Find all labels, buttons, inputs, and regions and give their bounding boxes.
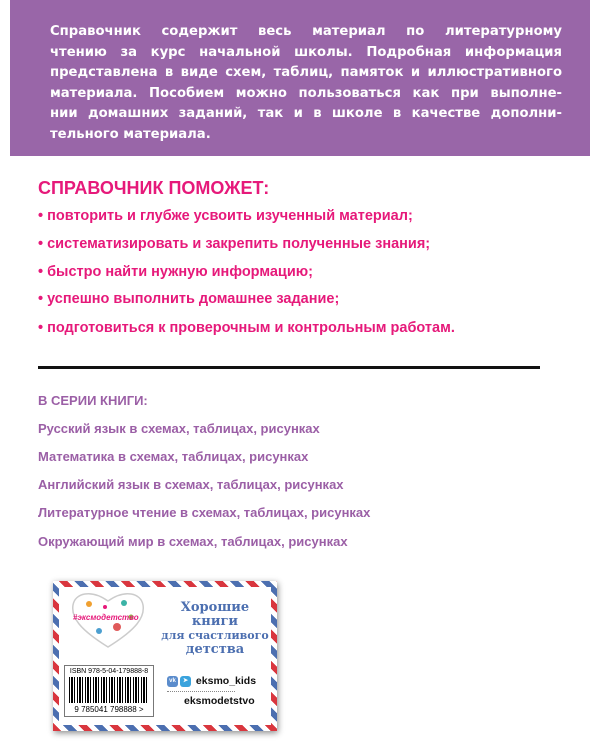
publisher-card [53,581,277,731]
barcode-number: 9 785041 798888 > [74,705,144,714]
helps-item: • быстро найти нужную информацию; [38,264,313,280]
slogan-line: книги [191,614,239,629]
description-line: материала. Пособием можно пользоваться как при выполне- [50,85,562,101]
description-line: нии домашних заданий, так и в школе в качестве дополни- [50,106,562,121]
divider [38,366,540,369]
hashtag: #эксмодетство [73,613,139,622]
series-item: Математика в схемах, таблицах, рисунках [38,449,309,464]
helps-item: • подготовиться к проверочным и контрольным работам. [38,320,455,336]
slogan-line: для счастливого [161,629,269,642]
description-line: тельного материала. [50,126,211,142]
helps-item: • успешно выполнить домашнее задание; [38,291,340,307]
series-item: Русский язык в схемах, таблицах, рисунках [38,421,320,436]
description-line: представлена в виде схем, таблиц, памяток и иллюстративного [50,65,562,80]
separator [167,691,235,692]
helps-item: • систематизировать и закрепить полученные знания; [38,236,431,252]
description-box [10,0,590,156]
slogan-line: детства [185,642,245,657]
series-heading: В СЕРИИ КНИГИ: [38,393,148,408]
description-line: чтению за курс начальной школы. Подробная информация [50,44,562,60]
description-line: Справочник содержит весь материал по литературному [50,24,562,39]
helps-item: • повторить и глубже усвоить изученный материал; [38,208,413,224]
series-item: Окружающий мир в схемах, таблицах, рисунках [38,534,348,549]
helps-heading: СПРАВОЧНИК ПОМОЖЕТ: [38,178,270,198]
slogan-line: Хорошие [180,600,250,615]
series-item: Литературное чтение в схемах, таблицах, рисунках [38,505,371,520]
isbn: ISBN 978-5-04-179888-8 [69,668,149,675]
barcode [64,665,154,717]
barcode-bars [69,677,149,703]
vk-icon: vk [167,676,178,687]
social-kids[interactable] [167,675,256,687]
telegram-icon: ➤ [180,676,191,687]
social-detstvo[interactable]: eksmodetstvo [184,695,255,707]
slogan [159,601,271,657]
social-handle: eksmo_kids [195,675,257,687]
series-item: Английский язык в схемах, таблицах, рисунках [38,477,344,492]
